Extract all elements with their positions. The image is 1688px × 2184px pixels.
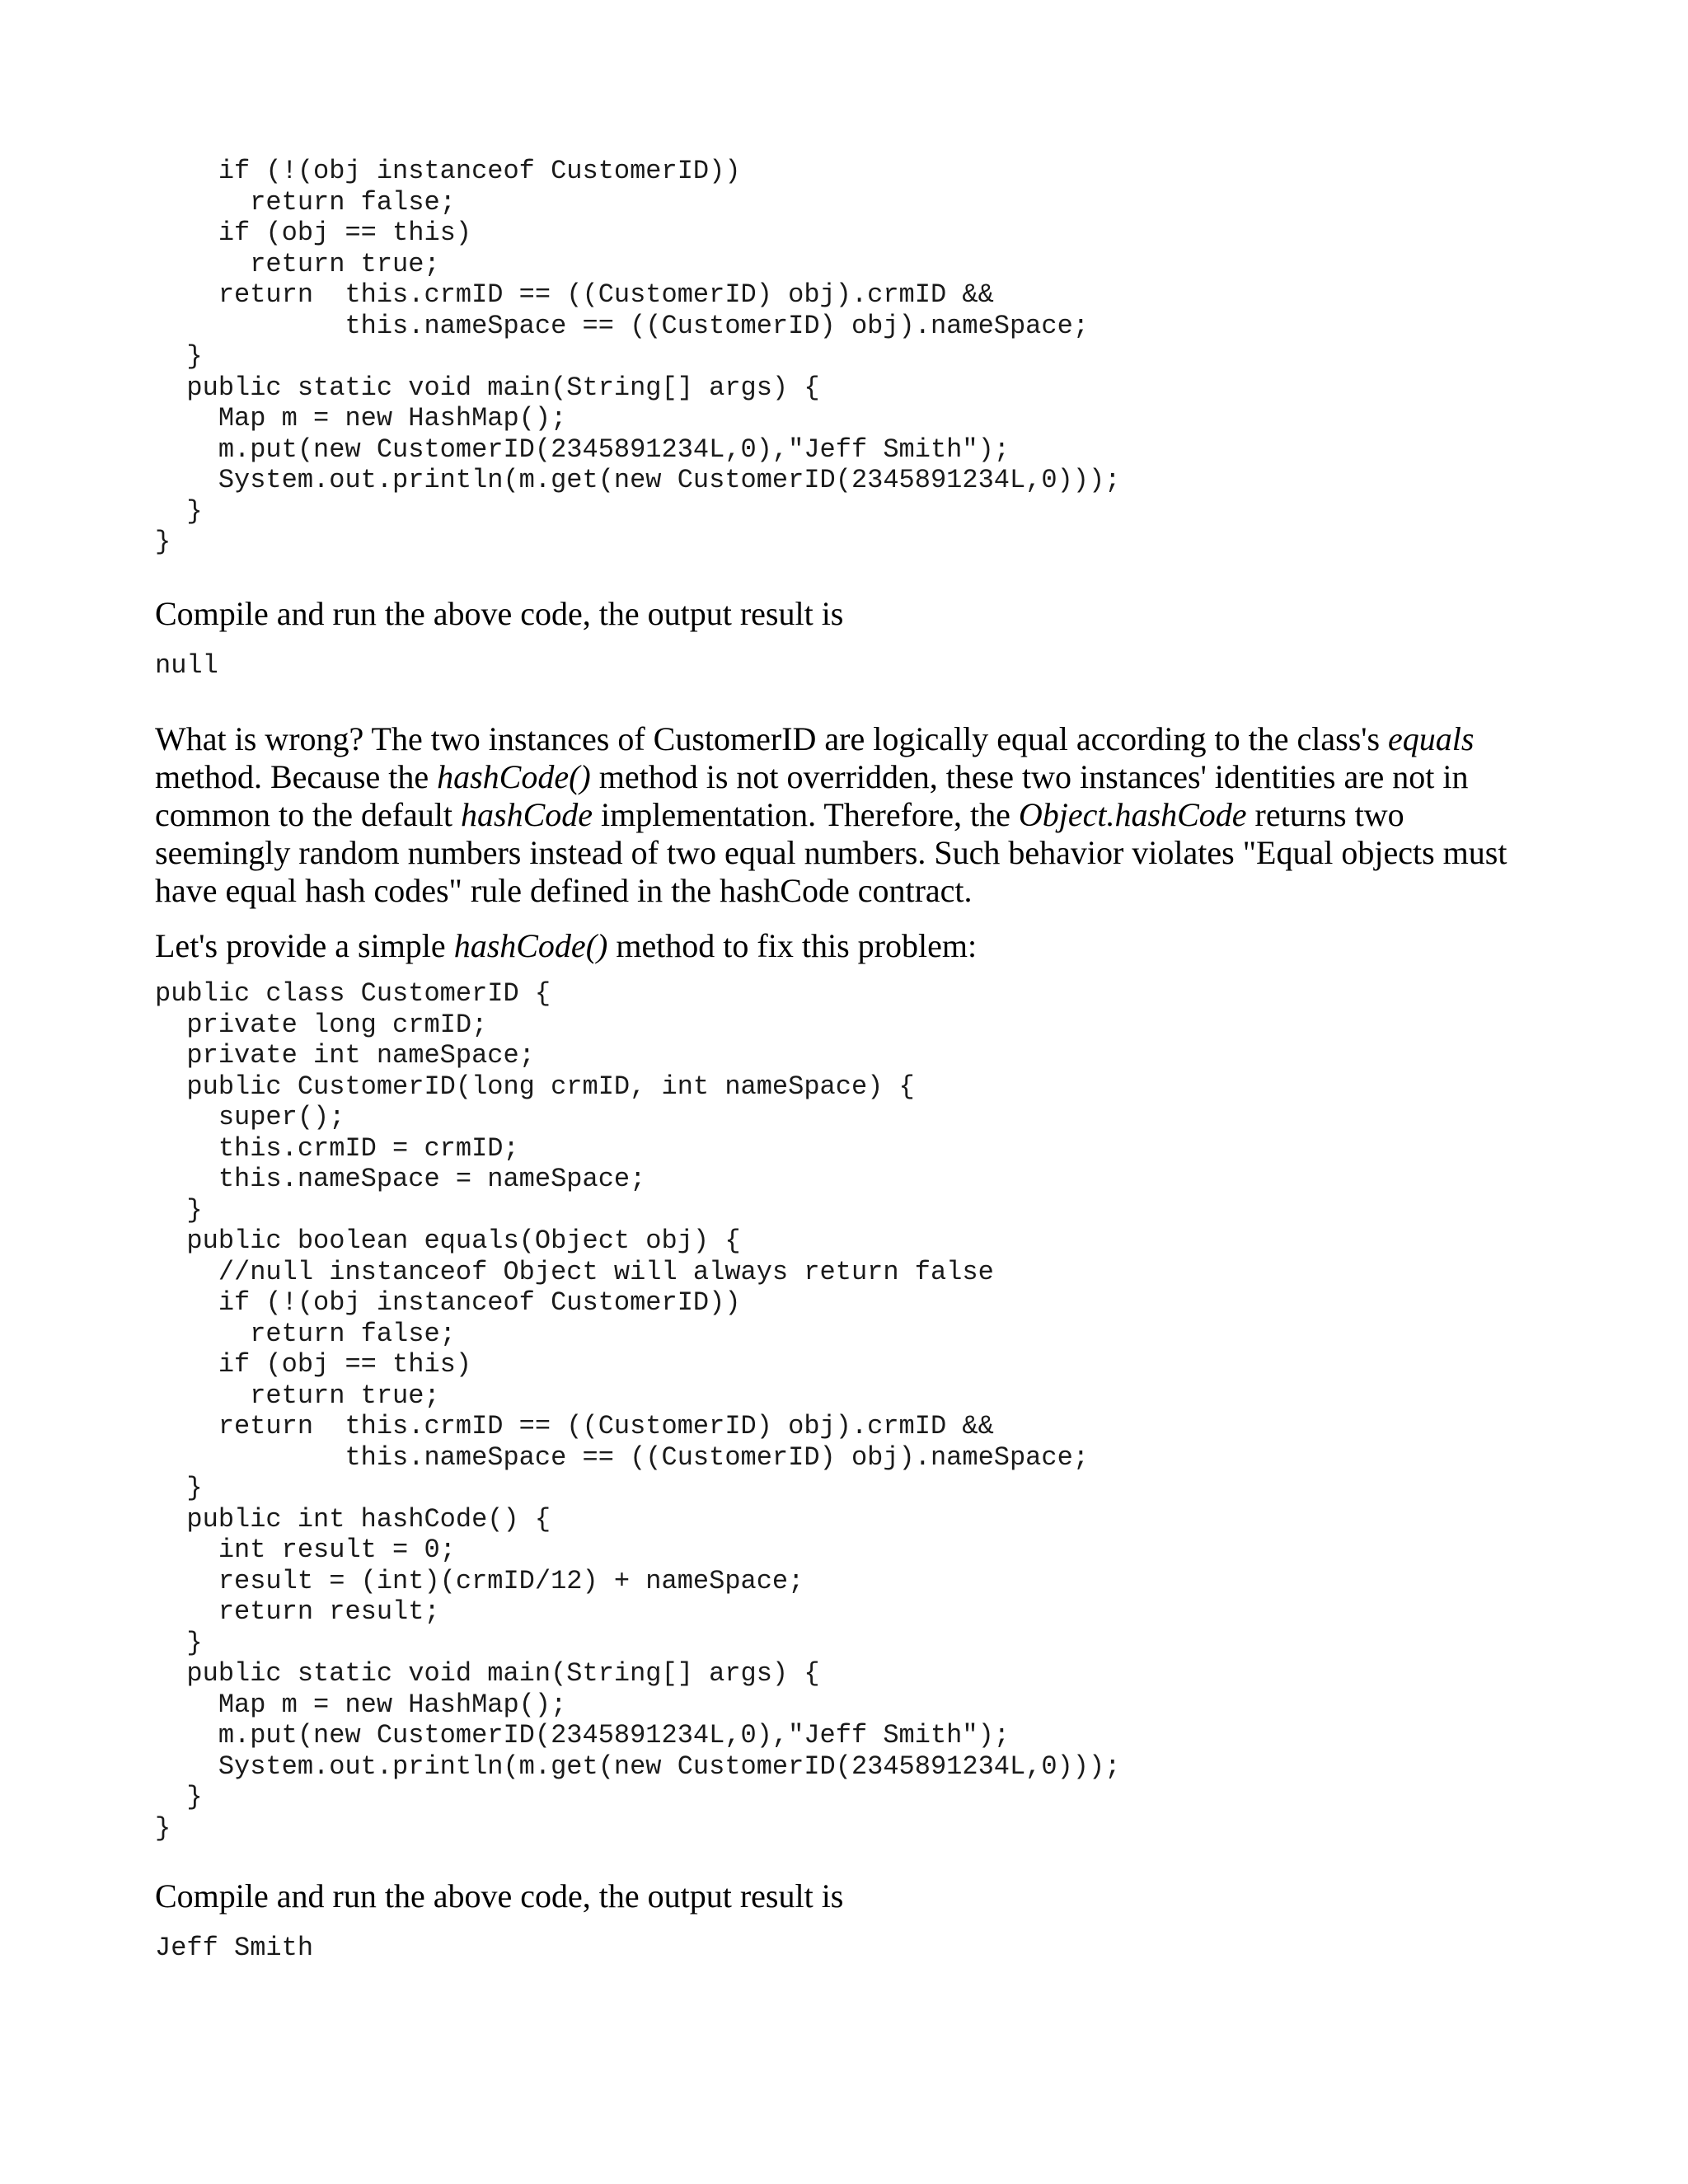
code-line: } bbox=[155, 1473, 203, 1503]
output-value-jeff-smith bbox=[155, 1933, 313, 1964]
code-line: private int nameSpace; bbox=[155, 1040, 535, 1071]
code-line: m.put(new CustomerID(2345891234L,0),"Jeff Smith"); bbox=[155, 1720, 1010, 1750]
code-line: m.put(new CustomerID(2345891234L,0),"Jeff Smith"); bbox=[155, 434, 1010, 465]
code-line: this.crmID = crmID; bbox=[155, 1132, 519, 1164]
code-line: } bbox=[155, 1812, 171, 1844]
code-line: return this.crmID == ((CustomerID) obj).crmID && bbox=[155, 1411, 994, 1441]
code-line: public boolean equals(Object obj) { bbox=[155, 1226, 741, 1256]
code-line: Map m = new HashMap(); bbox=[155, 1689, 567, 1720]
code-line: super(); bbox=[155, 1102, 345, 1132]
output-value-null bbox=[155, 650, 218, 682]
code-listing-customerid-class bbox=[155, 978, 1120, 1844]
code-line: result = (int)(crmID/12) + nameSpace; bbox=[155, 1565, 804, 1596]
code-line: private long crmID; bbox=[155, 1009, 488, 1040]
code-line: this.nameSpace = nameSpace; bbox=[155, 1164, 646, 1194]
code-line: this.nameSpace == ((CustomerID) obj).nameSpace; bbox=[155, 310, 1089, 341]
document-page bbox=[155, 0, 1573, 2184]
code-line: return this.crmID == ((CustomerID) obj).crmID && bbox=[155, 279, 994, 310]
code-line: public CustomerID(long crmID, int nameSpace) { bbox=[155, 1071, 915, 1102]
code-line: this.nameSpace == ((CustomerID) obj).nameSpace; bbox=[155, 1441, 1089, 1473]
output-heading: Compile and run the above code, the output result is bbox=[155, 595, 844, 632]
output-heading: Compile and run the above code, the output result is bbox=[155, 1877, 844, 1915]
code-line: if (obj == this) bbox=[155, 1349, 472, 1380]
explanation-term: hashCode() bbox=[437, 758, 591, 795]
code-line: public class CustomerID { bbox=[155, 978, 551, 1009]
code-line: int result = 0; bbox=[155, 1535, 456, 1565]
fix-intro-term: hashCode() bbox=[453, 927, 608, 964]
code-line: } bbox=[155, 1627, 203, 1658]
code-line: } bbox=[155, 527, 171, 557]
explanation-text: returns two seemingly random numbers instead of two equal numbers. Such behavior violates "Equal objects must have equal hash codes" rule defined in the hashCode contract. bbox=[155, 796, 1507, 909]
code-line: public static void main(String[] args) { bbox=[155, 1658, 820, 1689]
code-line: if (!(obj instanceof CustomerID)) bbox=[155, 156, 741, 186]
explanation-text: method. Because the bbox=[155, 758, 438, 795]
code-listing-equals-main bbox=[155, 156, 1120, 558]
code-line: public int hashCode() { bbox=[155, 1503, 551, 1535]
code-line: return result; bbox=[155, 1596, 440, 1627]
explanation-term: Object.hashCode bbox=[1018, 796, 1247, 833]
explanation-text: method is not overridden, these two instances' identities are not in common to the default bbox=[155, 758, 1469, 833]
code-line: if (obj == this) bbox=[155, 218, 472, 248]
code-line: System.out.println(m.get(new CustomerID(2345891234L,0))); bbox=[155, 1750, 1121, 1782]
code-line: } bbox=[155, 1194, 203, 1226]
code-line: } bbox=[155, 1782, 203, 1812]
code-line: } bbox=[155, 495, 203, 527]
code-line: //null instanceof Object will always return false bbox=[155, 1256, 994, 1287]
code-line: return true; bbox=[155, 1380, 440, 1411]
fix-intro-text: method to fix this problem: bbox=[607, 927, 978, 964]
output-line: Jeff Smith bbox=[155, 1933, 314, 1963]
explanation-paragraph bbox=[155, 720, 1523, 910]
code-line: return true; bbox=[155, 248, 440, 279]
code-line: System.out.println(m.get(new CustomerID(2345891234L,0))); bbox=[155, 465, 1121, 495]
code-line: } bbox=[155, 341, 203, 372]
code-line: public static void main(String[] args) { bbox=[155, 372, 820, 403]
code-line: return false; bbox=[155, 1318, 456, 1349]
fix-intro-sentence bbox=[155, 927, 1523, 965]
code-line: Map m = new HashMap(); bbox=[155, 403, 567, 434]
explanation-text: implementation. Therefore, the bbox=[593, 796, 1019, 833]
explanation-term: equals bbox=[1388, 720, 1475, 757]
fix-intro-text: Let's provide a simple bbox=[155, 927, 454, 964]
output-line: null bbox=[155, 650, 218, 681]
explanation-term: hashCode bbox=[461, 796, 593, 833]
code-line: return false; bbox=[155, 186, 456, 218]
code-line: if (!(obj instanceof CustomerID)) bbox=[155, 1287, 741, 1318]
explanation-text: What is wrong? The two instances of CustomerID are logically equal according to the class's bbox=[155, 720, 1389, 757]
